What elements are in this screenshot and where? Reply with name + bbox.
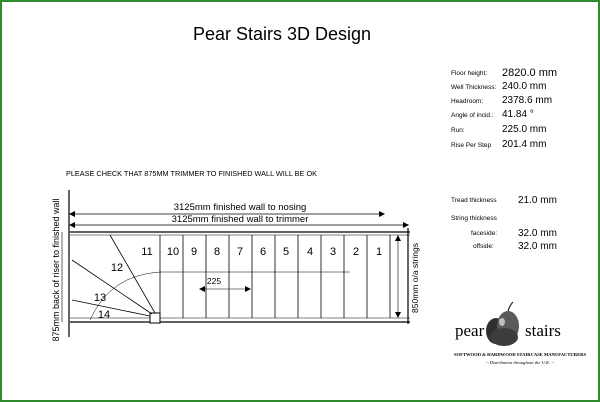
dim-left-label: 875mm back of riser to finished wall bbox=[51, 198, 61, 342]
spec-value: 2378.6 mm bbox=[502, 95, 553, 106]
dim-nosing-label: 3125mm finished wall to nosing bbox=[173, 202, 307, 213]
step-number: 1 bbox=[375, 246, 383, 258]
winder-number: 13 bbox=[93, 292, 107, 304]
newel-post bbox=[150, 313, 160, 323]
faceside-label: faceside: bbox=[471, 230, 498, 237]
step-number: 3 bbox=[329, 246, 337, 258]
pear-logo-icon bbox=[486, 302, 519, 346]
winder-number: 14 bbox=[97, 309, 111, 321]
spec-value: 2820.0 mm bbox=[502, 67, 558, 79]
offside-label: offside: bbox=[473, 243, 494, 250]
step-number: 4 bbox=[306, 246, 314, 258]
spec-value: 240.0 mm bbox=[502, 81, 547, 92]
step-number: 8 bbox=[213, 246, 221, 258]
check-note: PLEASE CHECK THAT 875MM TRIMMER TO FINISHED WALL WILL BE OK bbox=[66, 169, 317, 178]
spec-value: 41.84 ° bbox=[502, 109, 534, 120]
winder-number: 12 bbox=[110, 262, 124, 274]
logo-tagline: SOFTWOOD & HARDWOOD STAIRCASE MANUFACTURERS bbox=[453, 352, 587, 357]
step-number: 7 bbox=[236, 246, 244, 258]
faceside-value: 32.0 mm bbox=[518, 228, 557, 239]
tread-label: Tread thickness bbox=[451, 197, 497, 204]
step-number: 2 bbox=[352, 246, 360, 258]
spec-label: Well Thickness: bbox=[451, 84, 497, 91]
dim-right-label: 850mm o/a strings bbox=[410, 243, 420, 313]
tread-value: 21.0 mm bbox=[518, 195, 557, 206]
offside-value: 32.0 mm bbox=[518, 241, 557, 252]
logo-word-left: pear bbox=[455, 321, 485, 340]
spec-value: 225.0 mm bbox=[502, 124, 547, 135]
winder-line bbox=[72, 300, 150, 316]
step-number: 10 bbox=[166, 246, 180, 258]
spec-value: 201.4 mm bbox=[502, 139, 547, 150]
step-number: 11 bbox=[141, 246, 153, 258]
spec-label: Run: bbox=[451, 127, 465, 134]
logo-subline: ~ Distribution throughout the U.K. ~ bbox=[486, 360, 554, 365]
spec-label: Floor height: bbox=[451, 70, 488, 77]
dim-trimmer-label: 3125mm finished wall to trimmer bbox=[171, 214, 309, 225]
spec-label: Headroom: bbox=[451, 98, 484, 105]
page-title: Pear Stairs 3D Design bbox=[192, 24, 372, 44]
step-number: 9 bbox=[190, 246, 198, 258]
string-heading-label: String thickness bbox=[451, 215, 497, 222]
spec-label: Angle of incid.: bbox=[451, 112, 494, 119]
step-number: 5 bbox=[282, 246, 290, 258]
logo-word-right: stairs bbox=[525, 321, 561, 340]
step-number: 6 bbox=[259, 246, 267, 258]
run-dim-label: 225 bbox=[206, 276, 222, 286]
spec-label: Rise Per Step bbox=[451, 142, 492, 149]
